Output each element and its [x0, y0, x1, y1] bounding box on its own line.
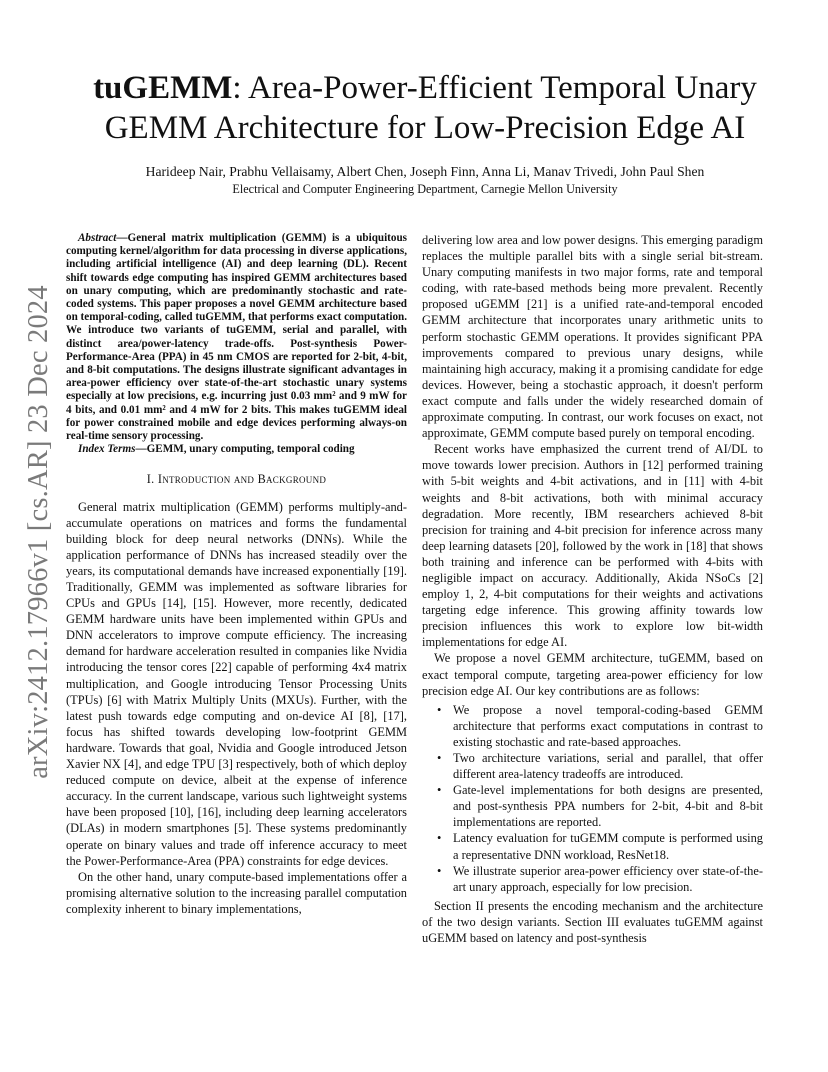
body-paragraph: We propose a novel GEMM architecture, tuGEMM, based on exact temporal compute, targeting area-power efficiency for low precision edge AI. Our key contributions are as follows:: [422, 651, 763, 698]
index-terms: [66, 443, 407, 456]
index-terms-text: —GEMM, unary computing, temporal coding: [135, 443, 355, 456]
index-terms-label: Index Terms: [78, 443, 136, 456]
list-item: • Gate-level implementations for both designs are presented, and post-synthesis PPA numbers for 2-bit, 4-bit and 8-bit implementations are reported.: [451, 782, 763, 830]
list-item: • We propose a novel temporal-coding-based GEMM architecture that performs exact computations in contrast to existing stochastic and rate-based approaches.: [451, 702, 763, 750]
title-bold: tuGEMM: [93, 70, 233, 106]
list-item: • Two architecture variations, serial and parallel, that offer different area-latency tradeoffs are introduced.: [451, 750, 763, 782]
title-rest-line1: : Area-Power-Efficient Temporal Unary: [232, 70, 757, 106]
abstract-text: —General matrix multiplication (GEMM) is a ubiquitous computing kernel/algorithm for data processing in diverse applications, including artificial intelligence (AI) and deep learning (DL). Recent shift towards edge computing has inspired GEMM architectures based on unary computing, which are predominantly stochastic and rate-coded systems. This paper proposes a novel GEMM architecture based on temporal-coding, called tuGEMM, that performs exact computation. We introduce two variants of tuGEMM, serial and parallel, with distinct area/power-latency trade-offs. Post-synthesis Power-Performance-Area (PPA) in 45 nm CMOS are reported for 2-bit, 4-bit, and 8-bit computations. The designs illustrate significant advantages in area-power efficiency over state-of-the-art stochastic unary systems especially at low precisions, e.g. incurring just 0.03 mm² and 9 mW for 4 bits, and 0.01 mm² and 4 mW for 2 bits. This makes tuGEMM ideal for power constrained mobile and edge devices performing always-on real-time sensory processing.: [66, 232, 407, 443]
list-item: • Latency evaluation for tuGEMM compute is performed using a representative DNN workload, ResNet18.: [451, 830, 763, 862]
body-paragraph: Recent works have emphasized the current trend of AI/DL to move towards lower precision. Authors in [12] performed training with 5-bit weights and 4-bit activations, and in [11] with 4-bit weights and 8-bit activations, both with minimal accuracy degradation. More recently, IBM researchers achieved 8-bit precision for training and 4-bit precision for inference across many deep learning datasets [20], followed by the work in [18] that shows both training and inference can be performed with 4-bits with negligible impact on accuracy. Additionally, Akida NSoCs [2] employ 1, 2, 4-bit computations for their weights and activations targeting edge inference. This growing affinity towards low precision influences this work to explore low bit-width implementations for edge AI.: [422, 442, 763, 650]
arxiv-id-text: arXiv:2412.17966v1 [cs.AR] 23 Dec 2024: [23, 285, 54, 779]
list-item: • We illustrate superior area-power efficiency over state-of-the-art unary approach, especially for low precision.: [451, 863, 763, 895]
section-heading: I. Introduction and Background: [146, 472, 327, 487]
body-paragraph: On the other hand, unary compute-based implementations offer a promising alternative solution to the increasing parallel computation complexity inherent to binary implementations,: [66, 869, 407, 916]
arxiv-identifier-sidebar: [22, 272, 56, 792]
abstract: [66, 232, 407, 443]
contributions-list: [422, 702, 763, 895]
title-line2: GEMM Architecture for Low-Precision Edge AI: [104, 110, 746, 146]
abstract-label: Abstract: [78, 232, 117, 244]
paper-title: [60, 68, 790, 148]
body-paragraph: delivering low area and low power designs. This emerging paradigm replaces the multiple parallel bits with a single serial bit-stream. Unary computing manifests in two major forms, rate and temporal coding, with rate-based methods being more prevalent. Recently proposed uGEMM [21] is a unified rate-and-temporal encoded GEMM architecture that incorporates unary arithmetic units to perform stochastic GEMM operations. It provides significant PPA improvements compared to previous unary designs, while maintaining high accuracy, making it a promising candidate for edge devices. However, being a stochastic approach, it doesn't perform exact compute and falls under the widely researched domain of approximate computing. In contrast, our work focuses on exact, not approximate, GEMM compute based purely on temporal encoding.: [422, 233, 763, 441]
affiliation: Electrical and Computer Engineering Department, Carnegie Mellon University: [232, 182, 618, 196]
body-paragraph: Section II presents the encoding mechanism and the architecture of the two design variants. Section III evaluates tuGEMM against uGEMM based on latency and post-synthesis: [422, 898, 763, 946]
left-column: [66, 232, 407, 917]
body-paragraph: General matrix multiplication (GEMM) performs multiply-and-accumulate operations on matrices and forms the fundamental building block for deep neural networks (DNNs). While the application performance of DNNs has increased steadily over the years, its computational demands have increased exponentially [19]. Traditionally, GEMM was implemented as software libraries for CPUs and GPUs [14], [15]. However, more recently, dedicated GEMM hardware units have been implemented within GPUs and DNN accelerators to improve compute efficiency. The increasing demand for hardware acceleration resulted in companies like Nvidia introducing the tensor cores [22] capable of performing 4x4 matrix multiplication, and Google introducing Tensor Processing Units (TPUs) [6] with Matrix Multiply Units (MXUs). Further, with the latest push towards edge computing and on-device AI [8], [17], focus has shifted towards developing low-footprint GEMM hardware. Towards that goal, Nvidia and Google introduced Jetson Xavier NX [4], and edge TPU [3] respectively, both of which deploy reduced compute on device, albeit at the expense of inference accuracy. In the current landscape, various such lightweight systems have been proposed [10], [16], including deep learning accelerators (DLAs) in modern smartphones [5]. These systems predominantly operate on binary values and trade off inference accuracy to meet the Power-Performance-Area (PPA) constraints for edge devices.: [66, 499, 407, 868]
author-list: Harideep Nair, Prabhu Vellaisamy, Albert Chen, Joseph Finn, Anna Li, Manav Trivedi, John Paul Shen: [145, 164, 705, 179]
right-column: [422, 232, 763, 946]
